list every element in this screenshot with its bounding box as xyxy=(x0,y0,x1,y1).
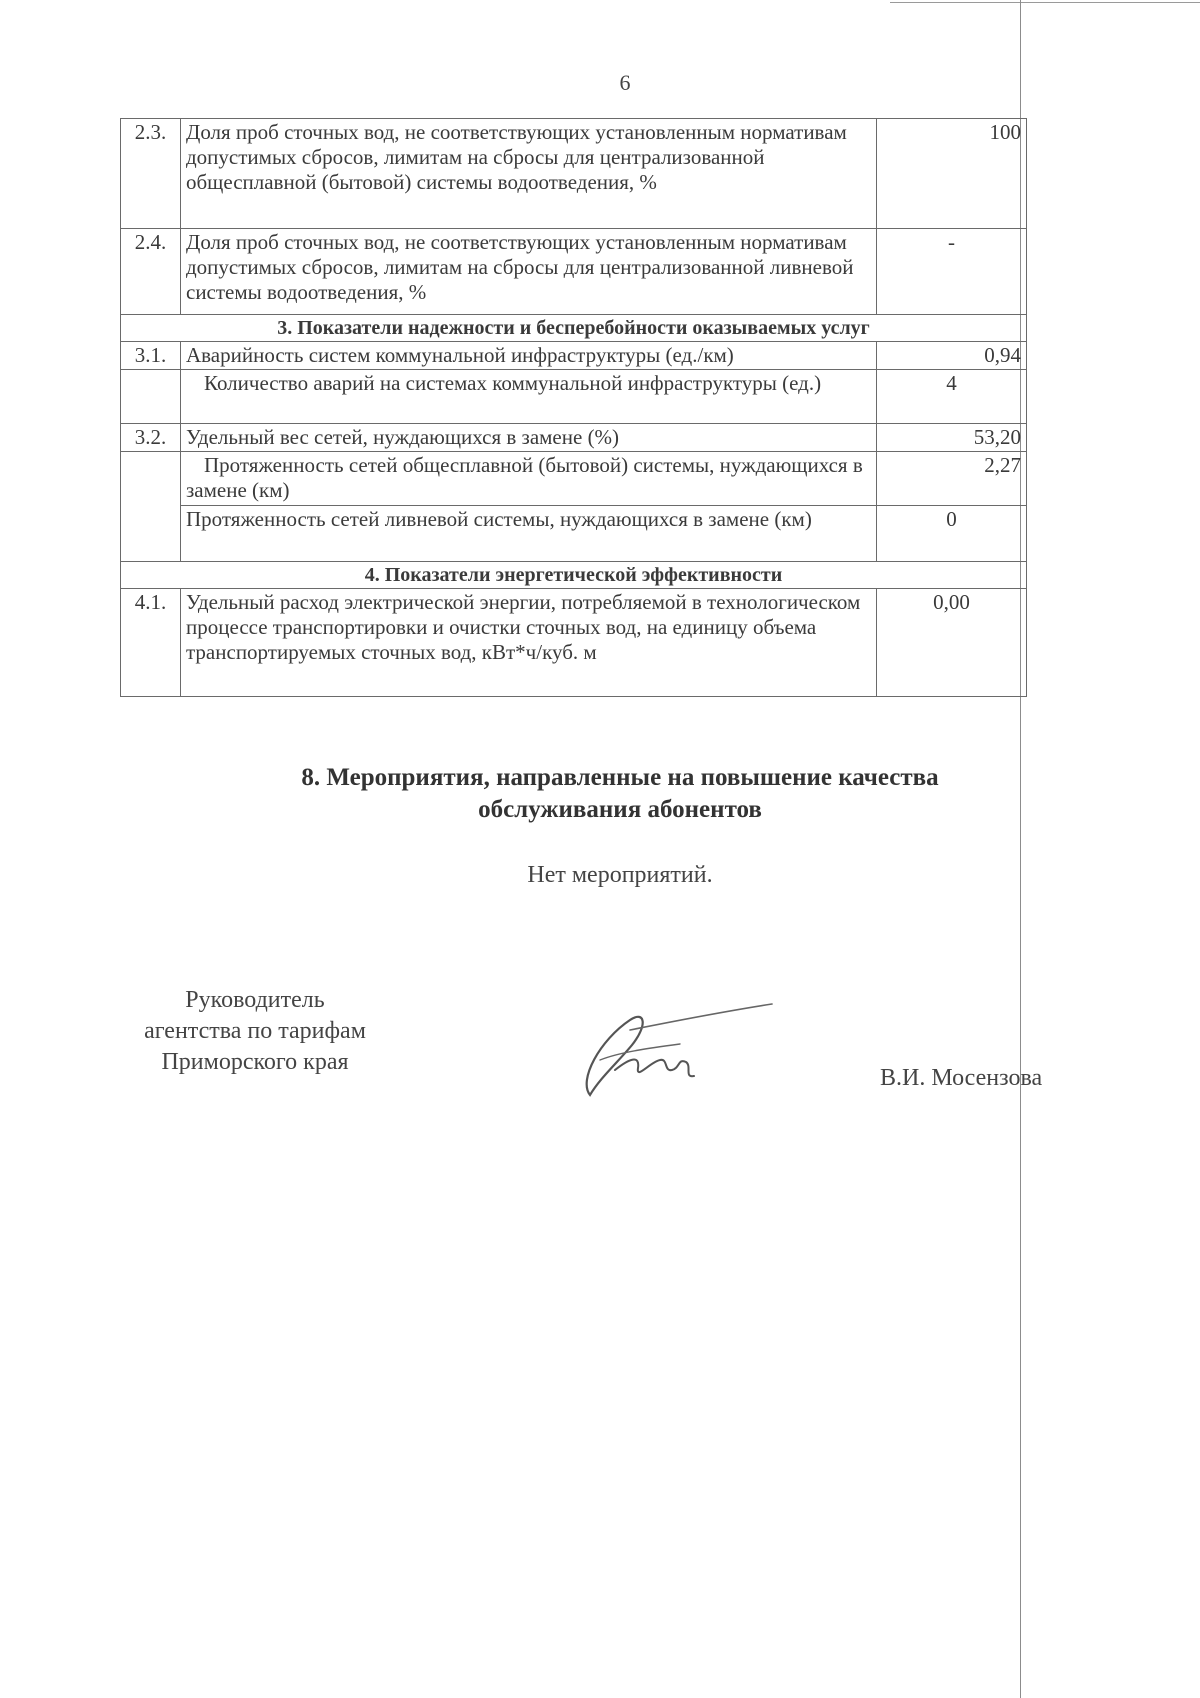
row-value: 0,00 xyxy=(877,589,1027,697)
table-row xyxy=(121,119,1027,229)
row-text: Аварийность систем коммунальной инфраструктуры (ед./км) xyxy=(181,342,877,370)
row-text: Удельный вес сетей, нуждающихся в замене (%) xyxy=(181,424,877,452)
section-heading: 3. Показатели надежности и бесперебойности оказываемых услуг xyxy=(121,315,1027,342)
table-row xyxy=(121,229,1027,315)
table-row xyxy=(121,506,1027,562)
row-number: 3.1. xyxy=(121,342,181,370)
table-row xyxy=(121,452,1027,506)
row-text: Доля проб сточных вод, не соответствующих установленным нормативам допустимых сбросов, лимитам на сбросы для централизованной ливневой системы водоотведения, % xyxy=(181,229,877,315)
signer-position xyxy=(110,985,400,1078)
signer-position-line1: Руководитель xyxy=(185,987,325,1013)
row-number: 2.4. xyxy=(121,229,181,315)
signer-name: В.И. Мосензова xyxy=(880,1065,1043,1091)
row-number: 2.3. xyxy=(121,119,181,229)
sub-text: Количество аварий на системах коммунальной инфраструктуры (ед.) xyxy=(204,371,822,395)
section-8-title-line1: 8. Мероприятия, направленные на повышение качества xyxy=(301,764,939,791)
page-number: 6 xyxy=(619,70,631,95)
signer-position-line3: Приморского края xyxy=(161,1049,349,1075)
row-text: Протяженность сетей ливневой системы, нуждающихся в замене (км) xyxy=(181,506,877,562)
sub-text: Протяженность сетей общесплавной (бытовой) системы, нуждающихся в замене (км) xyxy=(186,453,863,502)
row-value: 100 xyxy=(877,119,1027,229)
handwritten-signature xyxy=(560,1000,780,1110)
row-text: Удельный расход электрической энергии, потребляемой в технологическом процессе транспортировки и очистки сточных вод, на единицу объема транспортируемых сточных вод, кВт*ч/куб. м xyxy=(181,589,877,697)
row-text xyxy=(181,370,877,424)
section-row xyxy=(121,562,1027,589)
row-text xyxy=(181,452,877,506)
row-number-empty xyxy=(121,506,181,562)
row-number-empty xyxy=(121,370,181,424)
table-row xyxy=(121,589,1027,697)
scan-edge-top xyxy=(890,2,1200,3)
table-row xyxy=(121,342,1027,370)
row-value: - xyxy=(877,229,1027,315)
row-number: 4.1. xyxy=(121,589,181,697)
row-value: 0,94 xyxy=(877,342,1027,370)
row-value: 4 xyxy=(877,370,1027,424)
indicators-table xyxy=(120,118,1027,697)
table-row xyxy=(121,370,1027,424)
section-heading: 4. Показатели энергетической эффективности xyxy=(121,562,1027,589)
row-value: 2,27 xyxy=(877,452,1027,506)
row-number-empty xyxy=(121,452,181,506)
section-8-title xyxy=(180,762,1060,826)
row-value: 0 xyxy=(877,506,1027,562)
table-row xyxy=(121,424,1027,452)
section-row xyxy=(121,315,1027,342)
signer-position-line2: агентства по тарифам xyxy=(144,1018,366,1044)
section-8-body: Нет мероприятий. xyxy=(527,862,713,888)
row-value: 53,20 xyxy=(877,424,1027,452)
row-number: 3.2. xyxy=(121,424,181,452)
section-8-title-line2: обслуживания абонентов xyxy=(478,796,762,823)
row-text: Доля проб сточных вод, не соответствующих установленным нормативам допустимых сбросов, лимитам на сбросы для централизованной общесплавной (бытовой) системы водоотведения, % xyxy=(181,119,877,229)
